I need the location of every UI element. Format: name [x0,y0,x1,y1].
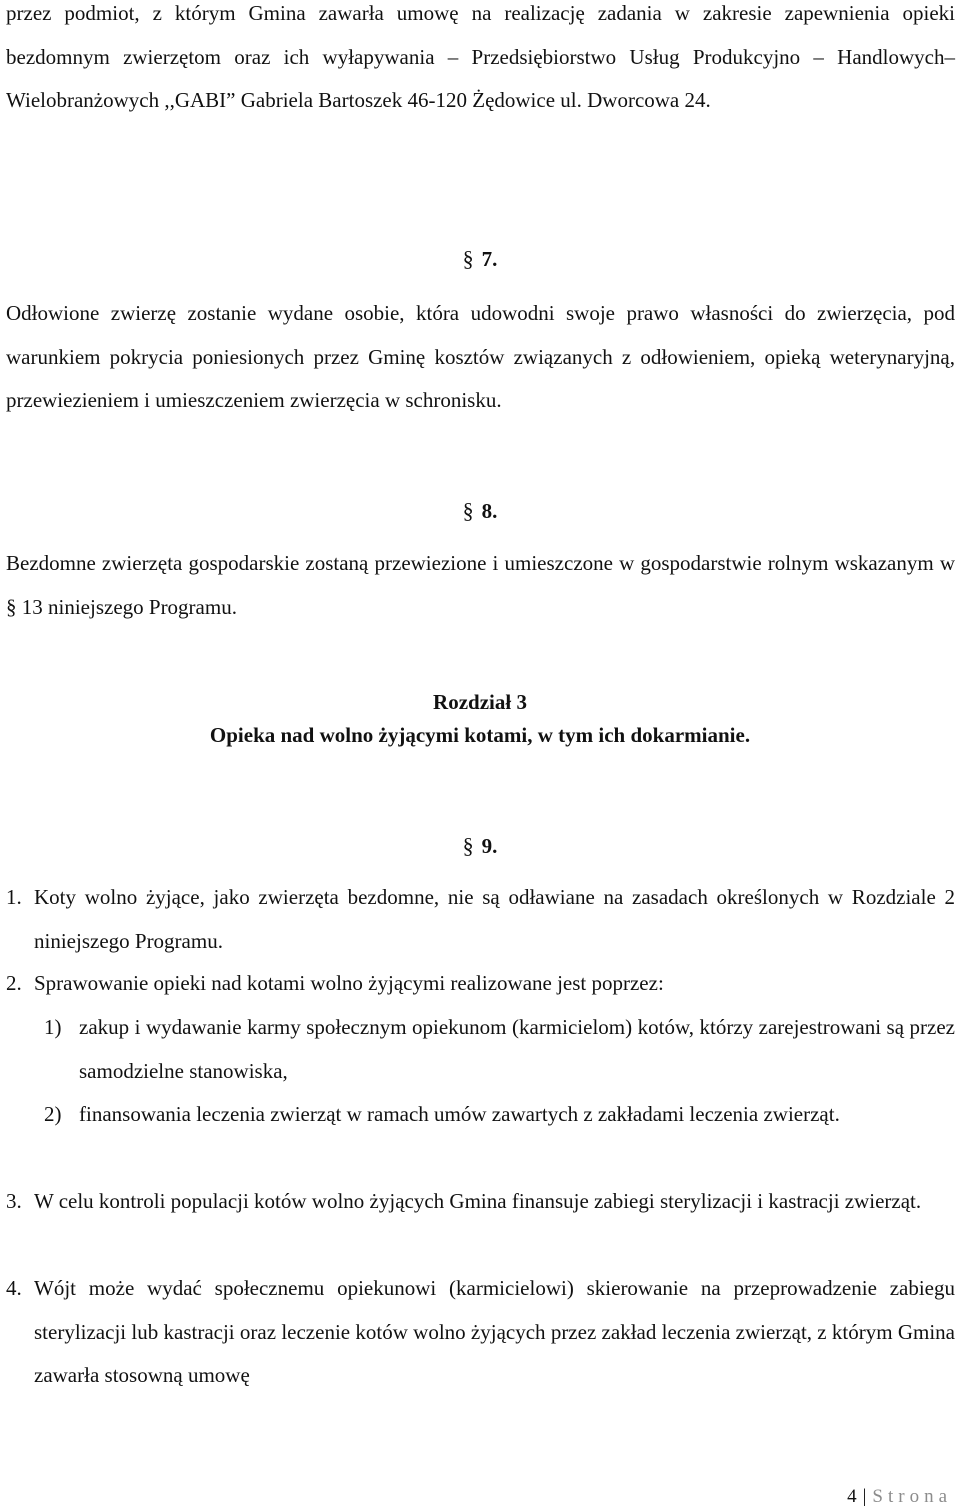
top-paragraph: przez podmiot, z którym Gmina zawarła umowę na realizację zadania w zakresie zapewnienia opieki bezdomnym zwierzętom oraz ich wyłapywania – Przedsiębiorstwo Usług Produkcyjno – Handlowych– Wielobranżowych ,,GABI” Gabriela Bartoszek 46-120 Żędowice ul. Dworcowa 24. [6,1,955,112]
section-8-text-before: Bezdomne zwierzęta gospodarskie zostaną przewiezione i umieszczone w gospodarstwie rolnym wskazanym w [6,551,955,575]
section-8-number: 8. [481,499,498,523]
item-4-text: Wójt może wydać społecznemu opiekunowi (karmicielowi) skierowanie na przeprowadzenie zabiegu sterylizacji lub kastracji oraz leczenie kotów wolno żyjących przez zakład leczenia zwierząt, z którym Gmina zawarła stosowną umowę [34,1276,955,1387]
section-7-text: Odłowione zwierzę zostanie wydane osobie, która udowodni swoje prawo własności do zwierzęcia, pod warunkiem pokrycia poniesionych przez Gminę kosztów związanych z odłowieniem, opieką weterynaryjną, przewiezieniem i umieszczeniem zwierzęcia w schronisku. [6,301,955,412]
page-footer [847,1486,952,1508]
section-7-number: 7. [481,247,498,271]
section-symbol: § [462,246,474,271]
item-2-1-text: zakup i wydawanie karmy społecznym opiekunom (karmicielom) kotów, którzy zarejestrowani są przez samodzielne stanowiska, [79,1015,955,1083]
item-2-2-number: 2) [44,1102,62,1126]
item-2-2-text: finansowania leczenia zwierząt w ramach umów zawartych z zakładami leczenia zwierząt. [79,1102,840,1126]
section-symbol-inline: § [6,594,17,619]
item-3-text: W celu kontroli populacji kotów wolno żyjących Gmina finansuje zabiegi sterylizacji i kastracji zwierząt. [34,1189,922,1213]
section-symbol: § [462,498,474,523]
footer-separator: | [862,1486,867,1507]
page-number: 4 [847,1486,857,1507]
section-9-heading [0,833,960,859]
item-2-text: Sprawowanie opieki nad kotami wolno żyjącymi realizowane jest poprzez: [34,971,664,995]
item-1-number: 1. [6,885,22,909]
item-2-1-number: 1) [44,1015,62,1039]
section-7-heading [0,246,960,272]
item-2-number: 2. [6,971,22,995]
item-4-number: 4. [6,1276,22,1300]
chapter-title: Rozdział 3 [433,690,527,714]
item-1-text: Koty wolno żyjące, jako zwierzęta bezdomne, nie są odławiane na zasadach określonych w Rozdziale 2 niniejszego Programu. [34,885,955,953]
section-8-text-after: 13 niniejszego Programu. [21,594,237,619]
page-label: Strona [872,1486,952,1507]
section-8-heading [0,498,960,524]
chapter-subtitle: Opieka nad wolno żyjącymi kotami, w tym ich dokarmianie. [209,723,751,747]
section-8-text [6,542,955,629]
section-symbol: § [462,833,474,858]
section-9-number: 9. [481,834,498,858]
item-3-number: 3. [6,1189,22,1213]
